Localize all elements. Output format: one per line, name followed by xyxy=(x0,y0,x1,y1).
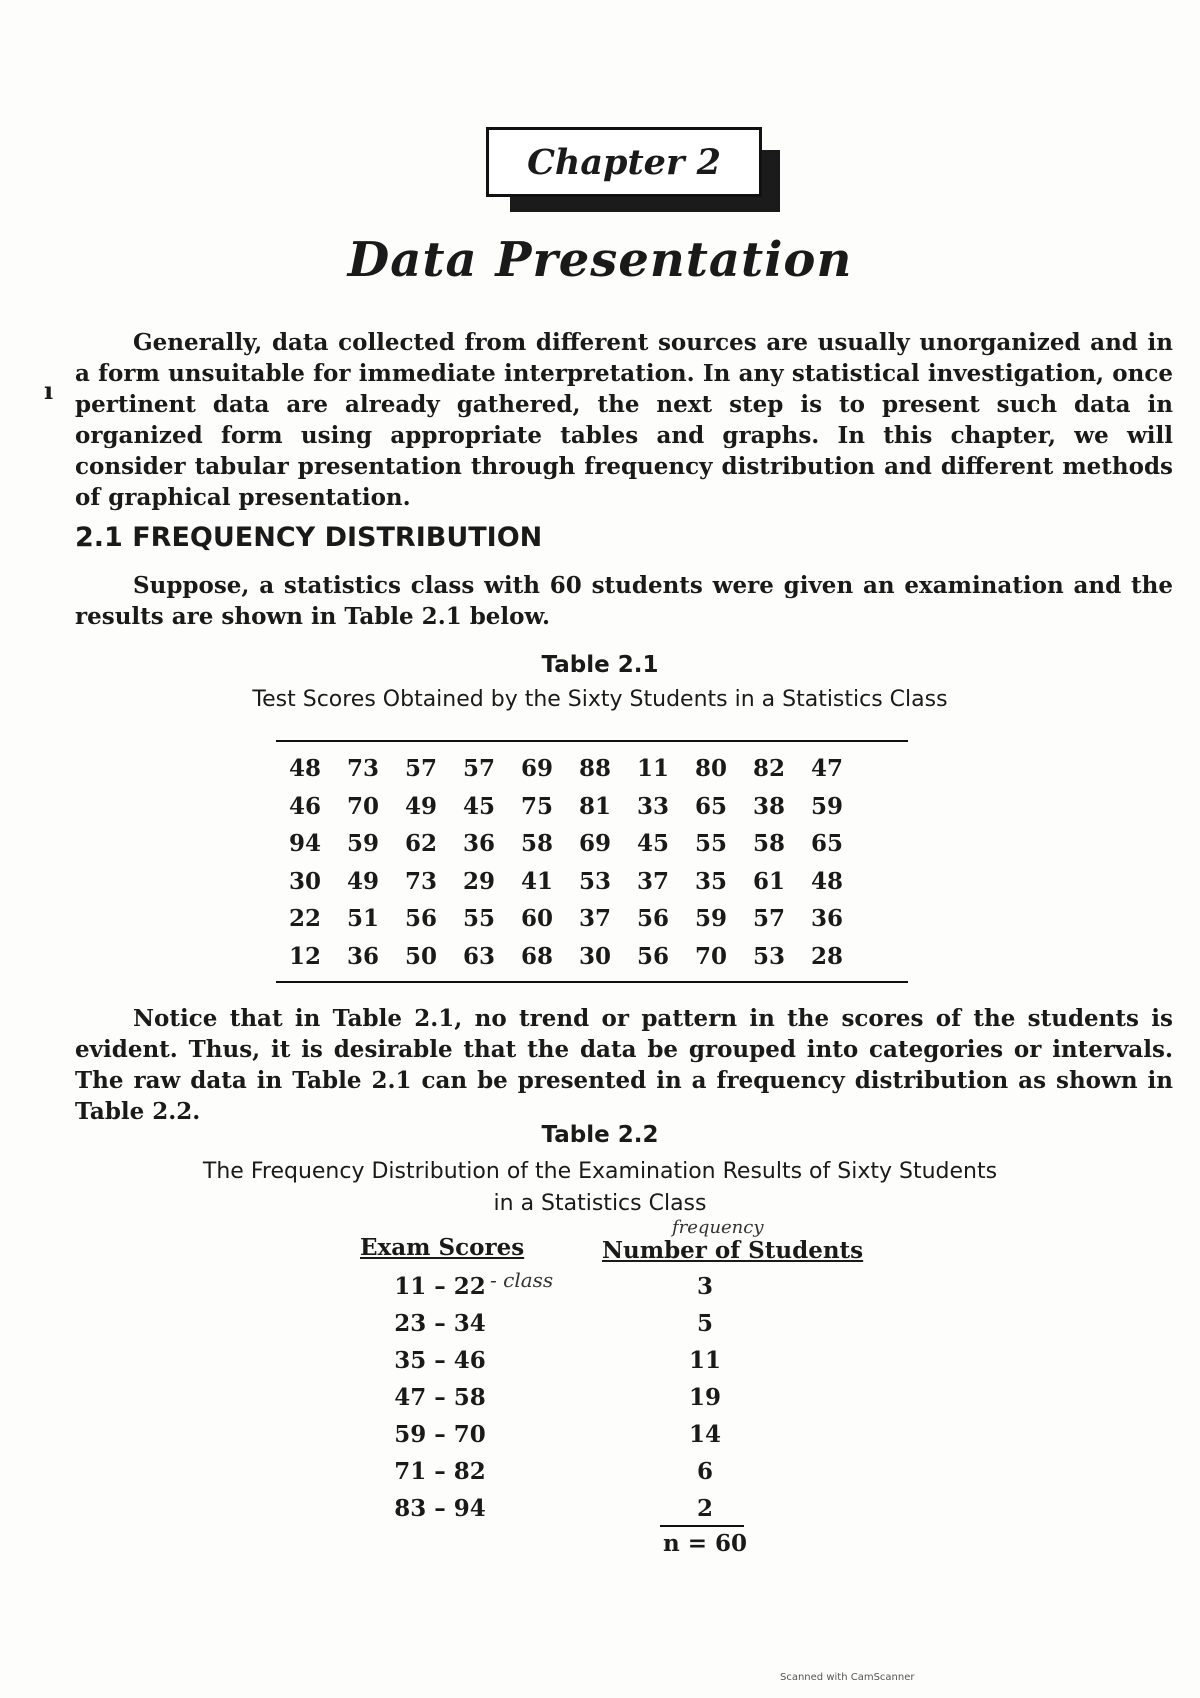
class-interval: 59 – 70 xyxy=(394,1421,486,1448)
score-cell: 53 xyxy=(752,942,785,970)
score-cell: 65 xyxy=(810,830,843,858)
exam-scores-header: Exam Scores xyxy=(360,1234,525,1261)
table-row xyxy=(276,863,908,901)
frequency-count: 11 xyxy=(688,1347,721,1374)
score-cell: 51 xyxy=(346,905,379,933)
score-cell: 60 xyxy=(520,905,553,933)
table-row xyxy=(276,750,908,788)
score-cell: 38 xyxy=(752,792,785,820)
score-cell: 30 xyxy=(288,867,321,895)
table-row xyxy=(360,1342,820,1379)
score-cell: 36 xyxy=(462,830,495,858)
score-cell: 63 xyxy=(462,942,495,970)
score-cell: 29 xyxy=(462,867,495,895)
score-cell: 73 xyxy=(346,755,379,783)
score-cell: 82 xyxy=(752,755,785,783)
score-cell: 37 xyxy=(578,905,611,933)
score-cell: 56 xyxy=(404,905,437,933)
score-cell: 33 xyxy=(636,792,669,820)
intro-paragraph: Generally, data collected from different sources are usually unorganized and in a form unsuitable for immediate interpretation. In any statistical investigation, once pertinent data are already gathered, the next step is to present such data in organized form using appropriate tables and graphs. In this chapter, we will consider tabular presentation through frequency distribution and different methods of graphical presentation. xyxy=(75,329,1173,511)
score-cell: 62 xyxy=(404,830,437,858)
score-cell: 59 xyxy=(810,792,843,820)
total-rule xyxy=(660,1525,744,1527)
score-cell: 46 xyxy=(288,792,321,820)
score-cell: 49 xyxy=(346,867,379,895)
score-cell: 48 xyxy=(288,755,321,783)
score-cell: 30 xyxy=(578,942,611,970)
score-cell: 12 xyxy=(288,942,321,970)
table-row xyxy=(360,1490,820,1527)
class-interval: 23 – 34 xyxy=(394,1310,486,1337)
score-cell: 47 xyxy=(810,755,843,783)
table-row xyxy=(276,938,908,976)
table1-label: Table 2.1 xyxy=(541,652,659,678)
table-row xyxy=(360,1416,820,1453)
class-interval: 11 – 22 xyxy=(394,1273,486,1300)
class-interval: 35 – 46 xyxy=(394,1347,486,1374)
score-cell: 36 xyxy=(346,942,379,970)
score-cell: 37 xyxy=(636,867,669,895)
score-cell: 65 xyxy=(694,792,727,820)
handwritten-class-note: - class xyxy=(490,1268,554,1292)
score-cell: 53 xyxy=(578,867,611,895)
table1-caption: Test Scores Obtained by the Sixty Students in a Statistics Class xyxy=(252,687,948,712)
table-row xyxy=(360,1453,820,1490)
class-interval: 47 – 58 xyxy=(394,1384,486,1411)
score-cell: 88 xyxy=(578,755,611,783)
score-cell: 75 xyxy=(520,792,553,820)
scanner-watermark: Scanned with CamScanner xyxy=(780,1672,915,1683)
score-cell: 59 xyxy=(346,830,379,858)
frequency-count: 3 xyxy=(696,1273,713,1300)
frequency-count: 19 xyxy=(688,1384,721,1411)
score-table xyxy=(276,740,908,983)
score-cell: 41 xyxy=(520,867,553,895)
class-interval: 83 – 94 xyxy=(394,1495,486,1522)
score-cell: 68 xyxy=(520,942,553,970)
score-cell: 81 xyxy=(578,792,611,820)
chapter-label: Chapter 2 xyxy=(486,127,762,197)
handwritten-frequency-note: frequency xyxy=(672,1217,764,1238)
number-of-students-header: Number of Students xyxy=(602,1237,864,1264)
table-row xyxy=(276,900,908,938)
score-cell: 94 xyxy=(288,830,321,858)
table-row xyxy=(360,1305,820,1342)
score-cell: 45 xyxy=(636,830,669,858)
score-cell: 22 xyxy=(288,905,321,933)
score-cell: 70 xyxy=(694,942,727,970)
table2-caption-line1: The Frequency Distribution of the Examination Results of Sixty Students xyxy=(202,1159,998,1184)
chapter-title: Data Presentation xyxy=(347,232,853,288)
frequency-count: 6 xyxy=(696,1458,713,1485)
score-cell: 48 xyxy=(810,867,843,895)
score-cell: 69 xyxy=(578,830,611,858)
score-cell: 56 xyxy=(636,942,669,970)
margin-mark: ı xyxy=(44,376,54,405)
table-row xyxy=(276,825,908,863)
table2-label: Table 2.2 xyxy=(541,1122,659,1148)
score-cell: 56 xyxy=(636,905,669,933)
section-heading: 2.1 FREQUENCY DISTRIBUTION xyxy=(75,522,543,553)
score-cell: 57 xyxy=(752,905,785,933)
score-cell: 61 xyxy=(752,867,785,895)
score-cell: 58 xyxy=(752,830,785,858)
score-cell: 11 xyxy=(636,755,669,783)
score-cell: 35 xyxy=(694,867,727,895)
table-row xyxy=(276,788,908,826)
frequency-count: 14 xyxy=(688,1421,721,1448)
score-cell: 69 xyxy=(520,755,553,783)
table-row xyxy=(360,1268,820,1305)
table-row xyxy=(360,1379,820,1416)
score-cell: 49 xyxy=(404,792,437,820)
frequency-count: 2 xyxy=(696,1495,713,1522)
score-cell: 36 xyxy=(810,905,843,933)
score-cell: 70 xyxy=(346,792,379,820)
score-cell: 73 xyxy=(404,867,437,895)
score-cell: 57 xyxy=(404,755,437,783)
score-cell: 50 xyxy=(404,942,437,970)
section-paragraph: Suppose, a statistics class with 60 students were given an examination and the results are shown in Table 2.1 below. xyxy=(75,572,1173,630)
table2-caption-line2: in a Statistics Class xyxy=(493,1191,707,1216)
score-cell: 28 xyxy=(810,942,843,970)
total-count: n = 60 xyxy=(662,1530,747,1557)
score-cell: 58 xyxy=(520,830,553,858)
score-cell: 55 xyxy=(462,905,495,933)
score-cell: 57 xyxy=(462,755,495,783)
score-cell: 80 xyxy=(694,755,727,783)
notice-paragraph: Notice that in Table 2.1, no trend or pattern in the scores of the students is evident. Thus, it is desirable that the data be grouped into categories or intervals. The raw data in Table 2.1 can be presented in a frequency distribution as shown in Table 2.2. xyxy=(75,1005,1173,1125)
frequency-table xyxy=(360,1268,820,1527)
score-cell: 45 xyxy=(462,792,495,820)
score-cell: 55 xyxy=(694,830,727,858)
class-interval: 71 – 82 xyxy=(394,1458,486,1485)
score-cell: 59 xyxy=(694,905,727,933)
frequency-count: 5 xyxy=(696,1310,713,1337)
